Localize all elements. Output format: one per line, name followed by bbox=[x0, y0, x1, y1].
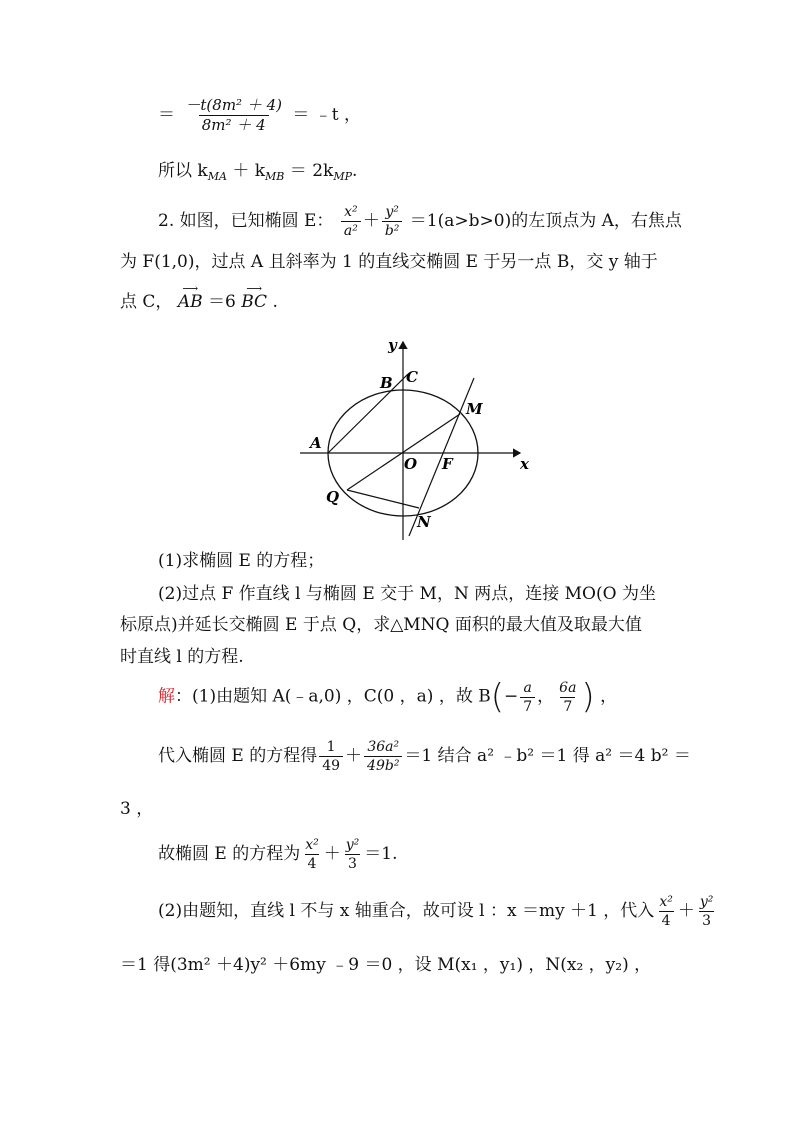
fraction-numerator: 1 bbox=[326, 739, 336, 755]
solution-line-1 bbox=[158, 677, 618, 717]
text: ， bbox=[594, 686, 618, 707]
text: ＋ bbox=[362, 211, 380, 231]
text: ＋ bbox=[323, 844, 341, 864]
line-ac bbox=[328, 374, 408, 453]
label-c: C bbox=[406, 368, 418, 386]
label-x: x bbox=[520, 455, 529, 473]
question-1: (1)求椭圆 E 的方程； bbox=[158, 551, 325, 571]
fraction-numerator: y² bbox=[699, 894, 714, 910]
text: ：(1)由题知 A(﹣a,0) ，C(0 ，a) ，故 B bbox=[175, 686, 491, 707]
text: (2)由题知，直线 l 不与 x 轴重合，故可设 l ：x ＝my ＋1 ，代入 bbox=[158, 901, 655, 921]
text: ＝ 2k bbox=[284, 161, 334, 181]
text: . bbox=[352, 161, 358, 181]
fraction-denominator: a² bbox=[341, 221, 361, 238]
label-f: F bbox=[442, 455, 453, 473]
text: ＝1(a>b>0)的左顶点为 A，右焦点 bbox=[409, 211, 682, 231]
fraction-numerator: 36a² bbox=[367, 739, 400, 755]
fraction-denominator: 3 bbox=[345, 854, 360, 871]
text: ＋ bbox=[677, 901, 695, 921]
fraction bbox=[697, 895, 717, 928]
fraction-numerator: y² bbox=[345, 837, 360, 853]
fraction-denominator: 7 bbox=[560, 697, 575, 714]
subscript: MB bbox=[265, 170, 285, 183]
fraction-denominator: 49 bbox=[319, 756, 343, 773]
vector-bc: ⟶ BC bbox=[241, 282, 268, 312]
text: ＋ k bbox=[226, 161, 266, 181]
paren-close: ) bbox=[581, 677, 595, 717]
fraction bbox=[556, 681, 579, 714]
line-qn bbox=[347, 490, 419, 508]
text: 所以 k bbox=[158, 161, 208, 181]
fraction-denominator: b² bbox=[382, 221, 403, 238]
fraction-denominator: 4 bbox=[305, 854, 320, 871]
question-2-line-2: 标原点)并延长交椭圆 E 于点 Q，求△MNQ 面积的最大值及取最大值 bbox=[120, 615, 642, 635]
text: 故椭圆 E 的方程为 bbox=[158, 844, 301, 864]
fraction bbox=[382, 205, 403, 238]
question-2-line-1: (2)过点 F 作直线 l 与椭圆 E 交于 M，N 两点，连接 MO(O 为坐 bbox=[158, 584, 656, 604]
fraction bbox=[319, 740, 343, 773]
label-m: M bbox=[466, 400, 483, 418]
label-a: A bbox=[310, 434, 322, 452]
eq-result: ＝ ﹣t ， bbox=[292, 105, 362, 125]
question-2-line-3: 时直线 l 的方程. bbox=[120, 647, 244, 667]
fraction-numerator: a bbox=[523, 679, 532, 696]
fraction bbox=[343, 838, 363, 871]
text: 代入椭圆 E 的方程得 bbox=[158, 746, 318, 766]
vector-label: AB bbox=[177, 292, 203, 312]
text: ＋ bbox=[345, 746, 363, 766]
solution-line-2 bbox=[158, 740, 691, 773]
fraction-numerator: x² bbox=[344, 204, 358, 220]
fraction-denominator: 7 bbox=[520, 697, 535, 714]
fraction-numerator: －t(8m² ＋ 4) bbox=[185, 96, 282, 114]
solution-line-3: 3 ， bbox=[120, 799, 154, 819]
fraction bbox=[656, 895, 676, 928]
text: ＝1 结合 a² ﹣b² ＝1 得 a² ＝4 b² ＝ bbox=[404, 746, 691, 766]
text: 点 C， bbox=[120, 292, 173, 312]
fraction-denominator: 49b² bbox=[364, 756, 402, 773]
problem-line-3 bbox=[120, 282, 278, 312]
eq-sign: ＝ bbox=[158, 105, 175, 125]
label-q: Q bbox=[326, 488, 340, 506]
comma: ， bbox=[537, 686, 555, 707]
fraction-numerator: 6a bbox=[559, 679, 577, 696]
fraction bbox=[182, 98, 285, 133]
fraction-denominator: 8m² ＋ 4 bbox=[199, 115, 269, 133]
vector-ab: ⟶ AB bbox=[177, 282, 203, 312]
vector-label: BC bbox=[241, 292, 268, 312]
fraction bbox=[520, 681, 535, 714]
label-n: N bbox=[417, 513, 431, 531]
fraction-denominator: 3 bbox=[699, 911, 714, 928]
fraction-numerator: y² bbox=[385, 204, 399, 220]
subscript: MA bbox=[207, 170, 227, 183]
text: ＝1. bbox=[364, 844, 398, 864]
solution-line-5 bbox=[158, 895, 718, 928]
subscript: MP bbox=[333, 170, 353, 183]
top-equation bbox=[158, 98, 361, 133]
slope-sum-line bbox=[158, 163, 357, 182]
fraction bbox=[341, 205, 361, 238]
text: 2. 如图，已知椭圆 E： bbox=[158, 211, 334, 231]
ellipse-figure bbox=[296, 332, 536, 548]
minus-sign: − bbox=[503, 686, 519, 707]
solution-line-4 bbox=[158, 838, 398, 871]
fraction bbox=[364, 740, 402, 773]
problem-line-2: 为 F(1,0)，过点 A 且斜率为 1 的直线交椭圆 E 于另一点 B，交 y 轴于 bbox=[120, 252, 658, 272]
solution-line-6: ＝1 得(3m² ＋4)y² ＋6my ﹣9 ＝0 ，设 M(x₁ ，y₁) ，N(x₂ ，y₂) ， bbox=[120, 955, 652, 975]
paren-open: ( bbox=[490, 677, 504, 717]
fraction-numerator: x² bbox=[305, 837, 319, 853]
problem-line-1 bbox=[158, 205, 682, 238]
label-y: y bbox=[388, 336, 397, 354]
label-o: O bbox=[404, 455, 418, 473]
text: ＝6 bbox=[208, 292, 236, 312]
fraction-numerator: x² bbox=[659, 894, 673, 910]
fraction bbox=[302, 838, 322, 871]
label-b: B bbox=[380, 374, 393, 392]
fraction-denominator: 4 bbox=[659, 911, 674, 928]
solution-label: 解 bbox=[158, 686, 175, 707]
text: . bbox=[272, 292, 278, 312]
